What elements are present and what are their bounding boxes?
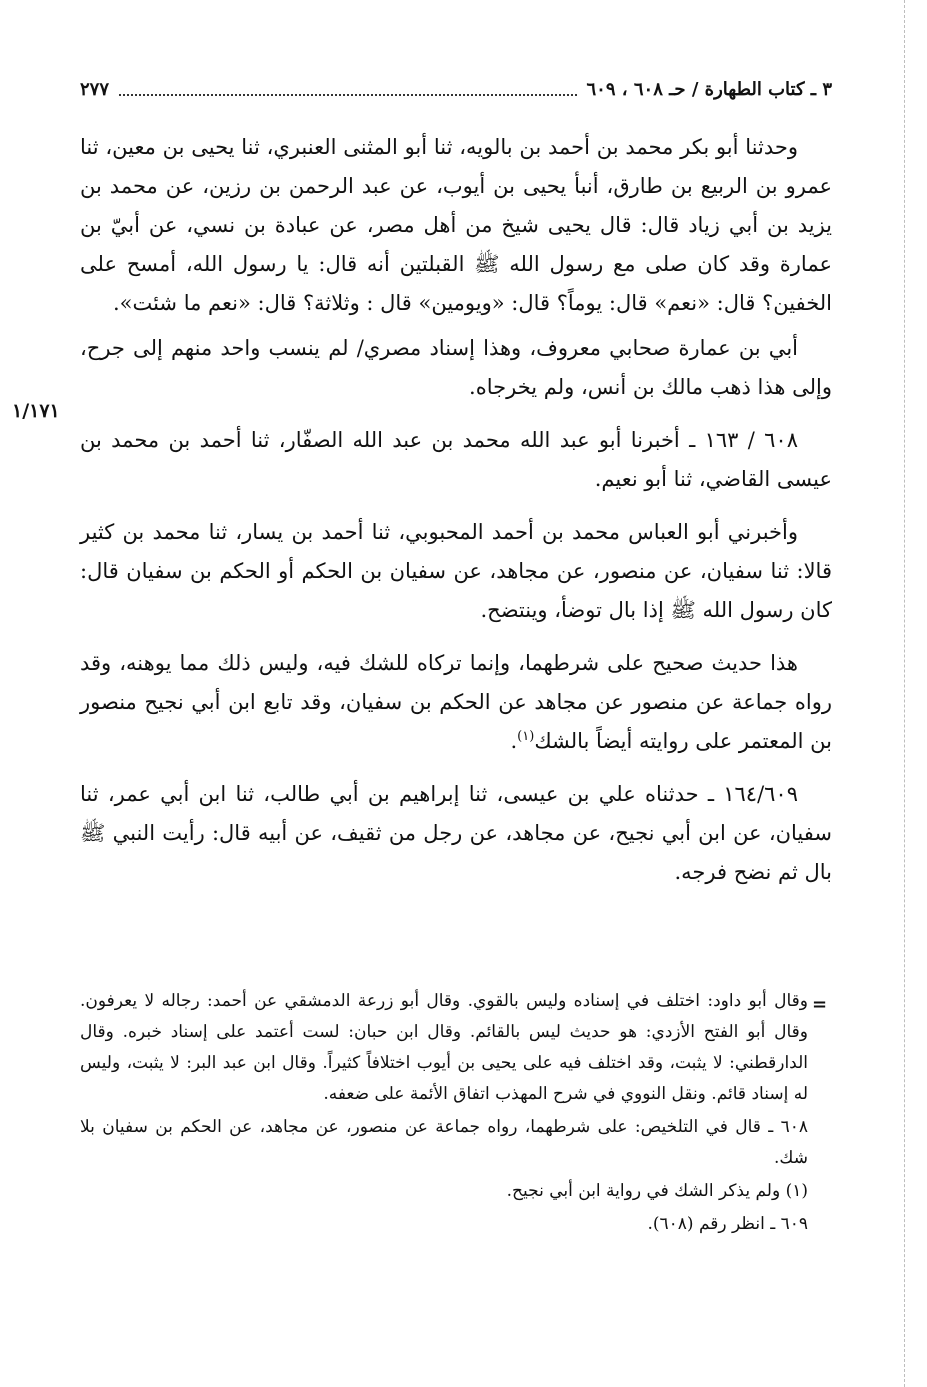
paragraph-commentary-607: أبي بن عمارة صحابي معروف، وهذا إسناد مصري/ لم ينسب واحد منهم إلى جرح، وإلى هذا ذهب مالك بن أنس، ولم يخرجاه.	[80, 336, 832, 399]
main-text	[80, 128, 832, 898]
footnote-609: ٦٠٩ ـ انظر رقم (٦٠٨).	[647, 1214, 808, 1234]
page-header	[80, 74, 832, 104]
margin-reference: ١/١٧١	[12, 400, 60, 422]
chapter-title: ٣ ـ كتاب الطهارة / حـ ٦٠٨ ، ٦٠٩	[586, 78, 832, 100]
commentary-608-text: هذا حديث صحيح على شرطهما، وإنما تركاه للشك فيه، وليس ذلك مما يوهنه، وقد رواه جماعة عن منصور عن مجاهد عن الحكم بن سفيان، وقد تابع ابن أبي نجيح منصور بن المعتمر على روايته أيضاً بالشك	[80, 651, 832, 753]
footnote-reference: (١)	[517, 729, 535, 744]
paragraph-hadith-609: ١٦٤/٦٠٩ ـ حدثناه علي بن عيسى، ثنا إبراهيم بن أبي طالب، ثنا ابن أبي عمر، ثنا سفيان، عن ابن أبي نجيح، عن مجاهد، عن رجل من ثقيف، عن أبيه قال: رأيت النبي ﷺ بال ثم نضح فرجه.	[80, 782, 832, 884]
footnote-608: ٦٠٨ ـ قال في التلخيص: على شرطهما، رواه جماعة عن منصور، عن مجاهد، عن الحكم بن سفيان بلا شك.	[80, 1117, 808, 1168]
page-number: ٢٧٧	[80, 78, 110, 100]
paragraph-hadith-608-chain: وأخبرني أبو العباس محمد بن أحمد المحبوبي، ثنا أحمد بن يسار، ثنا محمد بن كثير قالا: ثنا سفيان، عن منصور، عن مجاهد، عن سفيان بن الحكم أو الحكم بن سفيان قال: كان رسول الله ﷺ إذا بال توضأ، وينتضح.	[80, 520, 832, 622]
continuation-mark: =	[812, 994, 828, 1015]
paragraph-hadith-608: ٦٠٨ / ١٦٣ ـ أخبرنا أبو عبد الله محمد بن عبد الله الصفّار، ثنا أحمد بن محمد بن عيسى القاضي، ثنا أبو نعيم.	[80, 428, 832, 491]
page-edge-line	[904, 0, 905, 1387]
paragraph-hadith-607: وحدثنا أبو بكر محمد بن أحمد بن بالويه، ثنا أبو المثنى العنبري، ثنا يحيى بن معين، ثنا عمرو بن الربيع بن طارق، أنبأ يحيى بن أيوب، عن عبد الرحمن بن رزين، عن محمد بن يزيد بن أبي زياد قال: قال يحيى شيخ من أهل مصر، عن عبادة بن نسي، عن أبيّ بن عمارة وقد كان صلى مع رسول الله ﷺ القبلتين أنه قال: يا رسول الله، أمسح على الخفين؟ قال: «نعم» قال: يوماً؟ قال: «ويومين» قال : وثلاثة؟ قال: «نعم ما شئت».	[80, 135, 832, 315]
footnotes-section	[80, 986, 808, 1242]
commentary-608-end: .	[510, 729, 518, 753]
paragraph-commentary-608	[80, 644, 832, 761]
header-dot-leader	[119, 82, 577, 96]
footnote-1: (١) ولم يذكر الشك في رواية ابن أبي نجيح.	[506, 1181, 808, 1201]
footnote-continuation: وقال أبو داود: اختلف في إسناده وليس بالقوي. وقال أبو زرعة الدمشقي عن أحمد: رجاله لا يعرفون. وقال أبو الفتح الأزدي: هو حديث ليس بالقائم. وقال ابن حبان: لست أعتمد على إسناد خبره. وقال الدارقطني: لا يثبت، وقد اختلف فيه على يحيى بن أيوب اختلافاً كثيراً. وقال ابن عبد البر: لا يثبت، وليس له إسناد قائم. ونقل النووي في شرح المهذب اتفاق الأئمة على ضعفه.	[80, 991, 808, 1104]
